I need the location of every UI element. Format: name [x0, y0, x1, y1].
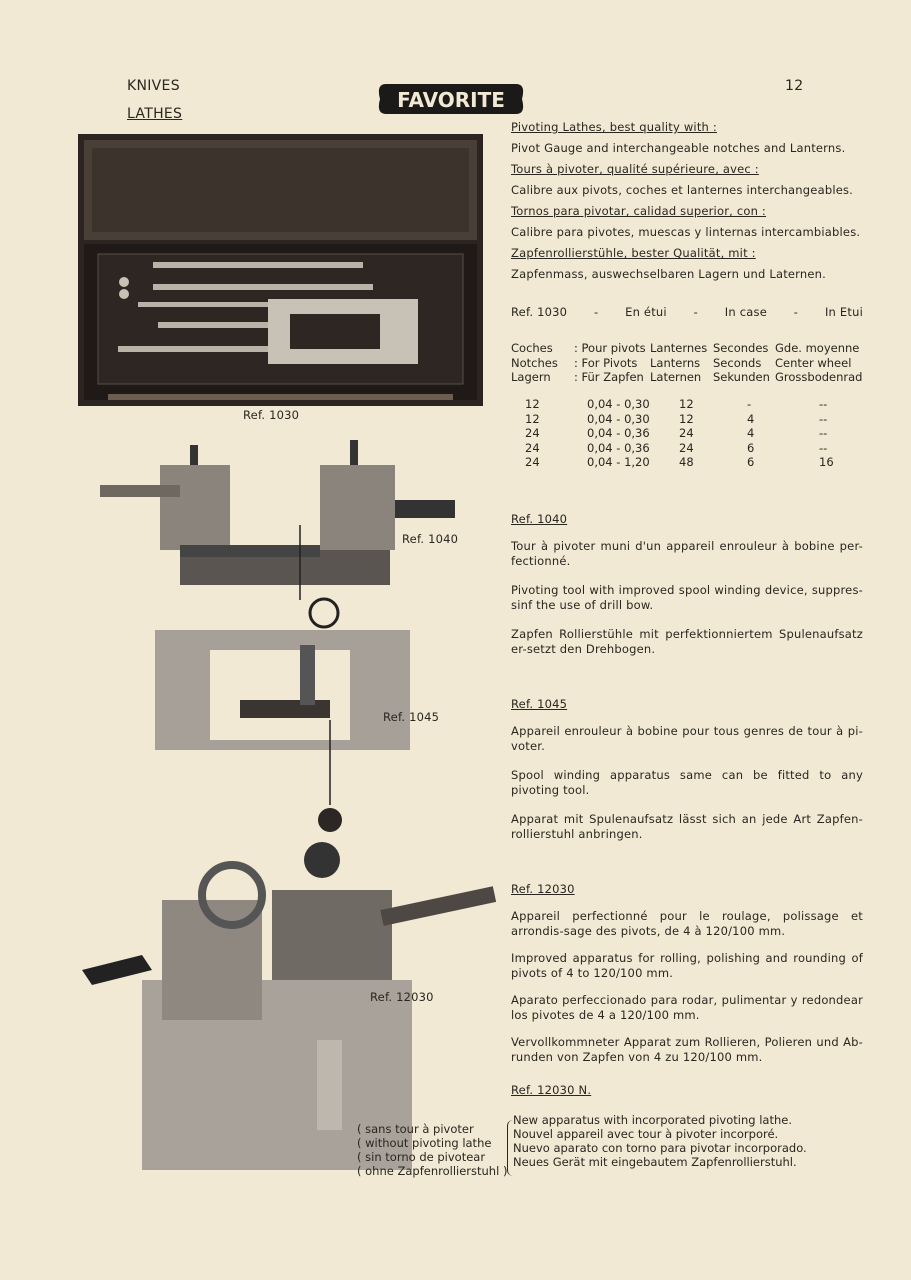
spec-header-cell: Sekunden — [713, 370, 770, 384]
intro-line: Calibre aux pivots, coches et lanternes interchangeables. — [511, 183, 854, 197]
section-title: Ref. 1040 — [511, 512, 568, 526]
spec-cell: 0,04 - 1,20 — [587, 455, 650, 469]
brace-left-line: ( sans tour à pivoter — [357, 1122, 474, 1136]
page-number: 12 — [785, 78, 804, 94]
ref-1030-line — [511, 305, 863, 320]
section-ref-1045 — [511, 697, 863, 842]
photo-ref-1045 — [150, 630, 415, 840]
spec-row — [511, 455, 879, 470]
spec-cell: 12 — [679, 411, 694, 426]
intro-line: Pivot Gauge and interchangeable notches and Lanterns. — [511, 141, 846, 155]
paragraph: Spool winding apparatus same can be fitted to any pivoting tool. — [511, 768, 863, 797]
spec-cell: 24 — [679, 440, 694, 455]
section-ref-12030n-title: Ref. 12030 N. — [511, 1083, 592, 1097]
spec-cell: 24 — [525, 440, 540, 455]
spec-header-cell: Grossbodenrad — [775, 370, 863, 384]
spec-cell: 12 — [525, 411, 540, 426]
intro-heading: Pivoting Lathes, best quality with : — [511, 120, 717, 134]
spec-cell: 0,04 - 0,36 — [587, 426, 650, 440]
spec-header-row — [511, 356, 865, 371]
spec-header-row — [511, 341, 865, 356]
spec-header-cell: : Pour pivots — [574, 341, 646, 355]
section-title: Ref. 1045 — [511, 697, 568, 711]
spec-header-cell: : For Pivots — [574, 355, 638, 370]
spec-cell: 4 — [747, 426, 755, 440]
spec-cell: 24 — [679, 426, 694, 440]
ref-1030-label: Ref. 1030 — [511, 305, 568, 319]
category-knives: KNIVES — [127, 78, 180, 94]
paragraph: Appareil perfectionné pour le roulage, polissage et arrondis-sage des pivots, de 4 à 120/100 mm. — [511, 909, 863, 938]
spec-cell: 12 — [525, 397, 540, 411]
spec-cell: -- — [819, 440, 828, 455]
spec-cell: -- — [819, 411, 828, 426]
photo-ref-1030 — [78, 134, 483, 406]
dash-2: - — [693, 305, 698, 319]
intro-block — [511, 120, 866, 288]
spec-cell: 24 — [525, 426, 540, 440]
section-ref-1040 — [511, 512, 863, 657]
caption-ref-1045: Ref. 1045 — [383, 710, 440, 724]
spec-header-cell: Secondes — [713, 341, 769, 355]
spec-cell: 16 — [819, 455, 834, 469]
in-etui: In Etui — [824, 305, 863, 319]
spec-header-cell: Notches — [511, 355, 558, 370]
intro-line: Calibre para pivotes, muescas y linternas intercambiables. — [511, 225, 861, 239]
brace-right-list — [513, 1113, 807, 1169]
section-title: Ref. 12030 — [511, 882, 575, 896]
spec-cell: 12 — [679, 397, 694, 411]
brace-left-line: ( without pivoting lathe — [357, 1136, 492, 1150]
spec-header-cell: Lanternes — [650, 341, 708, 355]
en-etui: En étui — [625, 305, 667, 319]
paragraph: Improved apparatus for rolling, polishing and rounding of pivots of 4 to 120/100 mm. — [511, 951, 863, 980]
brace-left-line: ( sin torno de pivotear — [357, 1150, 486, 1164]
brand-text: FAVORITE — [397, 88, 505, 112]
intro-heading: Zapfenrollierstühle, bester Qualität, mit : — [511, 246, 756, 260]
paragraph: Pivoting tool with improved spool winding device, suppres-sinf the use of drill bow. — [511, 583, 863, 612]
intro-line: Zapfenmass, auswechselbaren Lagern und Laternen. — [511, 267, 827, 281]
photo-ref-12030 — [82, 840, 502, 1170]
spec-row — [511, 441, 879, 456]
spec-header-table — [511, 341, 865, 385]
paragraph: Zapfen Rollierstühle mit perfektionniertem Spulenaufsatz er-setzt den Drehbogen. — [511, 627, 863, 656]
spec-row — [511, 412, 879, 427]
spec-cell: 0,04 - 0,30 — [587, 411, 650, 426]
brace-left-list — [357, 1122, 507, 1178]
category-lathes: LATHES — [127, 106, 183, 122]
spec-header-cell: Coches — [511, 341, 553, 355]
spec-cell: 24 — [525, 455, 540, 469]
spec-cell: 6 — [747, 440, 755, 455]
spec-cell: 0,04 - 0,30 — [587, 397, 650, 411]
spec-cell: -- — [819, 397, 828, 411]
spec-cell: 0,04 - 0,36 — [587, 440, 650, 455]
spec-header-cell: Laternen — [650, 370, 702, 384]
spec-cell: -- — [819, 426, 828, 440]
spec-header-cell: Lagern — [511, 370, 551, 384]
spec-header-cell: Seconds — [713, 355, 762, 370]
spec-cell: - — [747, 397, 752, 411]
brace-right-line: Nouvel appareil avec tour à pivoter incorporé. — [513, 1127, 779, 1141]
brace-right-line: Nuevo aparato con torno para pivotar incorporado. — [513, 1141, 807, 1155]
paragraph: Tour à pivoter muni d'un appareil enrouleur à bobine per-fectionné. — [511, 539, 863, 568]
spec-header-cell: Center wheel — [775, 355, 852, 370]
dash-3: - — [793, 305, 799, 319]
favorite-logo — [376, 82, 526, 116]
in-case: In case — [724, 305, 767, 319]
paragraph: Apparat mit Spulenaufsatz lässt sich an jede Art Zapfen-rollierstuhl anbringen. — [511, 812, 863, 841]
paragraph: Vervollkommneter Apparat zum Rollieren, Polieren und Ab-runden von Zapfen von 4 zu 120/100 mm. — [511, 1035, 863, 1064]
spec-cell: 4 — [747, 411, 755, 426]
caption-ref-1040: Ref. 1040 — [402, 532, 459, 546]
spec-header-cell: Lanterns — [650, 355, 701, 370]
spec-header-row — [511, 370, 865, 385]
paragraph: Appareil enrouleur à bobine pour tous genres de tour à pi-voter. — [511, 724, 863, 753]
spec-cell: 48 — [679, 455, 694, 469]
caption-ref-12030: Ref. 12030 — [370, 990, 434, 1004]
spec-row — [511, 426, 879, 441]
spec-cell: 6 — [747, 455, 755, 469]
spec-header-cell: : Für Zapfen — [574, 370, 644, 384]
brace-right-line: Neues Gerät mit eingebautem Zapfenrollierstuhl. — [513, 1155, 797, 1169]
brace-right-line: New apparatus with incorporated pivoting lathe. — [513, 1113, 792, 1127]
dash-1: - — [593, 305, 599, 319]
section-ref-12030 — [511, 882, 863, 1065]
spec-row — [511, 397, 879, 412]
brace-left-line: ( ohne Zapfenrollierstuhl ) — [357, 1164, 508, 1178]
caption-ref-1030: Ref. 1030 — [243, 408, 300, 422]
intro-heading: Tours à pivoter, qualité supérieure, avec : — [511, 162, 759, 176]
spec-header-cell: Gde. moyenne — [775, 341, 860, 355]
intro-heading: Tornos para pivotar, calidad superior, con : — [511, 204, 767, 218]
paragraph: Aparato perfeccionado para rodar, pulimentar y redondear los pivotes de 4 a 120/100 mm. — [511, 993, 863, 1022]
spec-values-table — [511, 397, 879, 470]
